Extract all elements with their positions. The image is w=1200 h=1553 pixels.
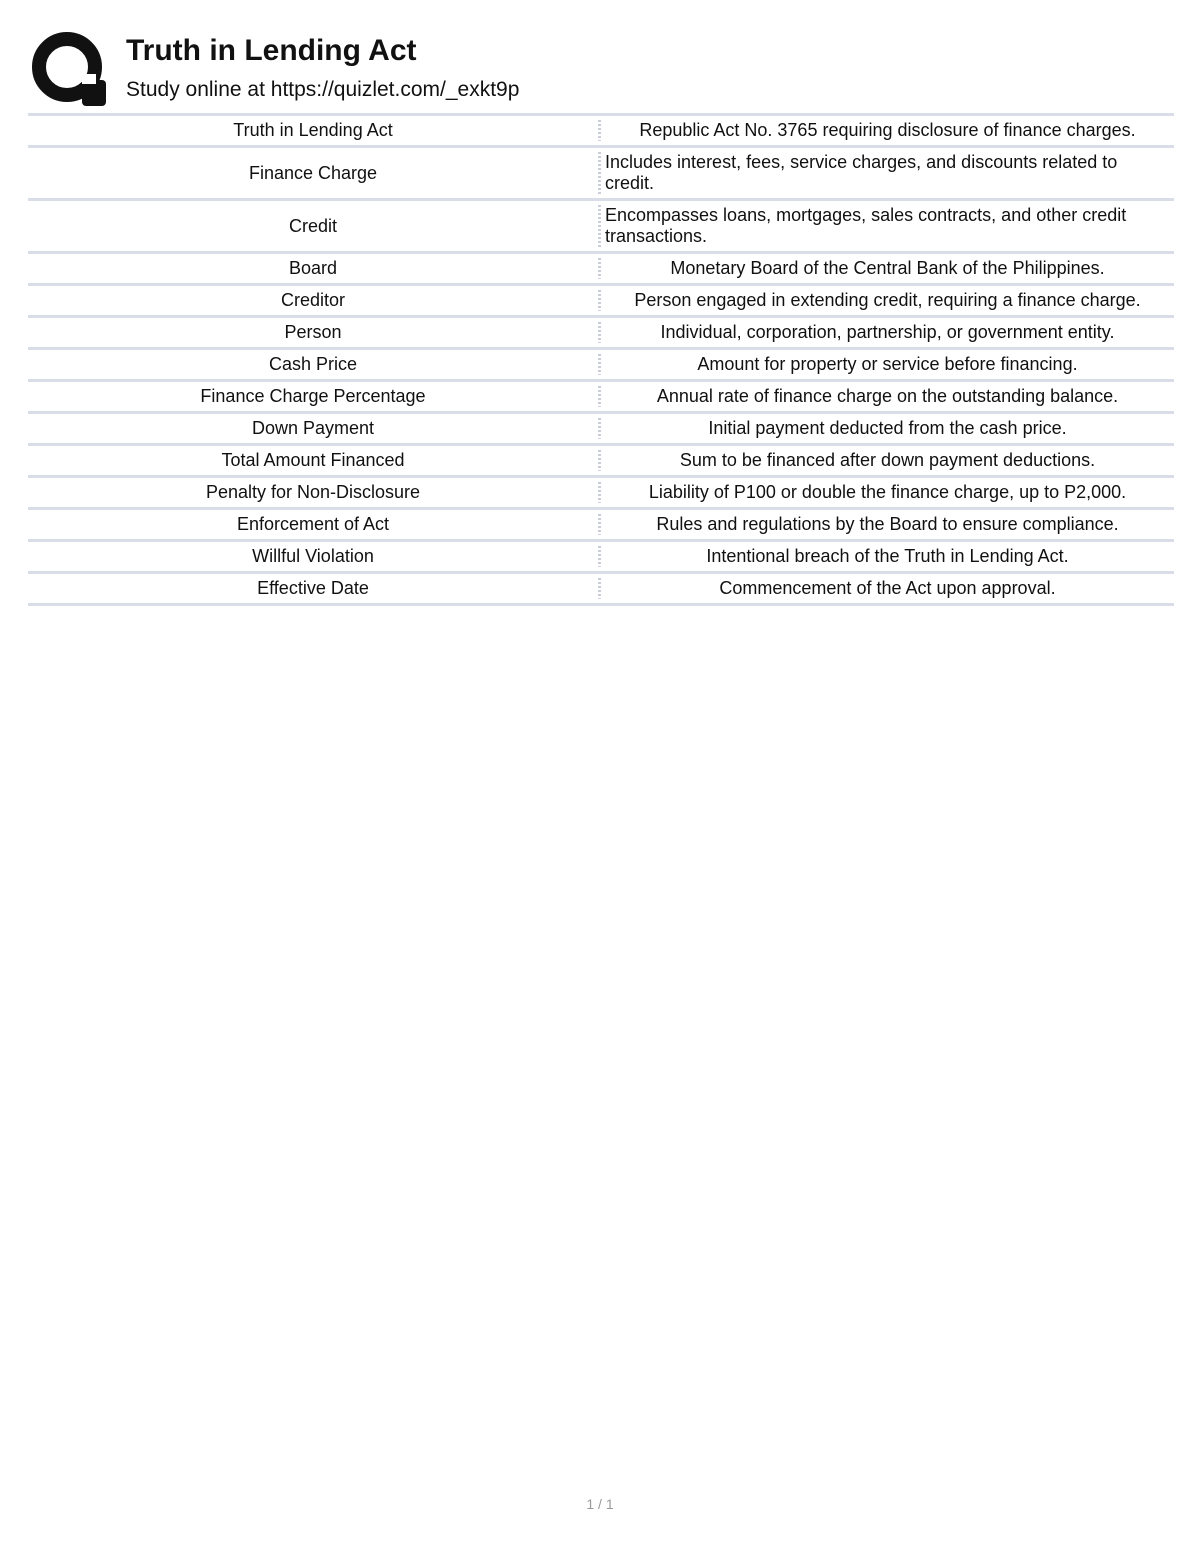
flashcard-row xyxy=(28,116,1174,148)
quizlet-q-logo-icon xyxy=(30,30,110,110)
flashcard-term: Total Amount Financed xyxy=(221,450,405,470)
flashcard-definition: Intentional breach of the Truth in Lending Act. xyxy=(706,546,1069,566)
page-indicator: 1 / 1 xyxy=(586,1496,614,1512)
flashcard-term: Creditor xyxy=(280,290,346,310)
flashcard-row xyxy=(28,574,1174,606)
flashcard-term: Enforcement of Act xyxy=(236,514,390,534)
flashcard-term: Credit xyxy=(288,215,337,236)
flashcard-row xyxy=(28,201,1174,254)
flashcard-term: Finance Charge xyxy=(248,162,378,183)
flashcard-term: Finance Charge Percentage xyxy=(200,386,426,406)
flashcard-row xyxy=(28,148,1174,201)
flashcard-definition: Republic Act No. 3765 requiring disclosure of finance charges. xyxy=(639,120,1136,140)
flashcard-definition: Liability of P100 or double the finance charge, up to P2,000. xyxy=(648,482,1127,502)
flashcard-definition: Includes interest, fees, service charges, and discounts related to credit. xyxy=(605,152,1118,193)
flashcard-row xyxy=(28,254,1174,286)
flashcard-definition: Encompasses loans, mortgages, sales contracts, and other credit transactions. xyxy=(605,205,1127,246)
flashcard-term: Cash Price xyxy=(268,354,358,374)
flashcard-definition: Monetary Board of the Central Bank of the Philippines. xyxy=(670,258,1105,278)
flashcard-row xyxy=(28,318,1174,350)
flashcard-term: Effective Date xyxy=(257,578,369,598)
flashcard-row xyxy=(28,382,1174,414)
flashcard-definition: Sum to be financed after down payment deductions. xyxy=(679,450,1096,470)
flashcard-table xyxy=(28,113,1174,606)
flashcard-term: Board xyxy=(288,258,338,278)
flashcard-definition: Person engaged in extending credit, requiring a finance charge. xyxy=(634,290,1141,310)
flashcard-row xyxy=(28,510,1174,542)
flashcard-term: Willful Violation xyxy=(252,546,374,566)
flashcard-term: Penalty for Non-Disclosure xyxy=(205,482,421,502)
flashcard-definition: Individual, corporation, partnership, or government entity. xyxy=(660,322,1115,342)
flashcard-definition: Amount for property or service before financing. xyxy=(697,354,1078,374)
flashcard-row xyxy=(28,350,1174,382)
flashcard-row xyxy=(28,286,1174,318)
flashcard-definition: Initial payment deducted from the cash price. xyxy=(708,418,1067,438)
flashcard-row xyxy=(28,414,1174,446)
flashcard-row xyxy=(28,542,1174,574)
flashcard-row xyxy=(28,478,1174,510)
flashcard-definition: Rules and regulations by the Board to ensure compliance. xyxy=(656,514,1119,534)
flashcard-definition: Annual rate of finance charge on the outstanding balance. xyxy=(656,386,1119,406)
study-online-link-text: Study online at https://quizlet.com/_exkt9p xyxy=(126,78,520,101)
page-header xyxy=(28,28,1172,110)
flashcard-term: Truth in Lending Act xyxy=(233,120,393,140)
flashcard-term: Person xyxy=(284,322,342,342)
flashcard-row xyxy=(28,446,1174,478)
page-title: Truth in Lending Act xyxy=(126,34,417,67)
flashcard-term: Down Payment xyxy=(251,418,375,438)
flashcard-definition: Commencement of the Act upon approval. xyxy=(719,578,1056,598)
